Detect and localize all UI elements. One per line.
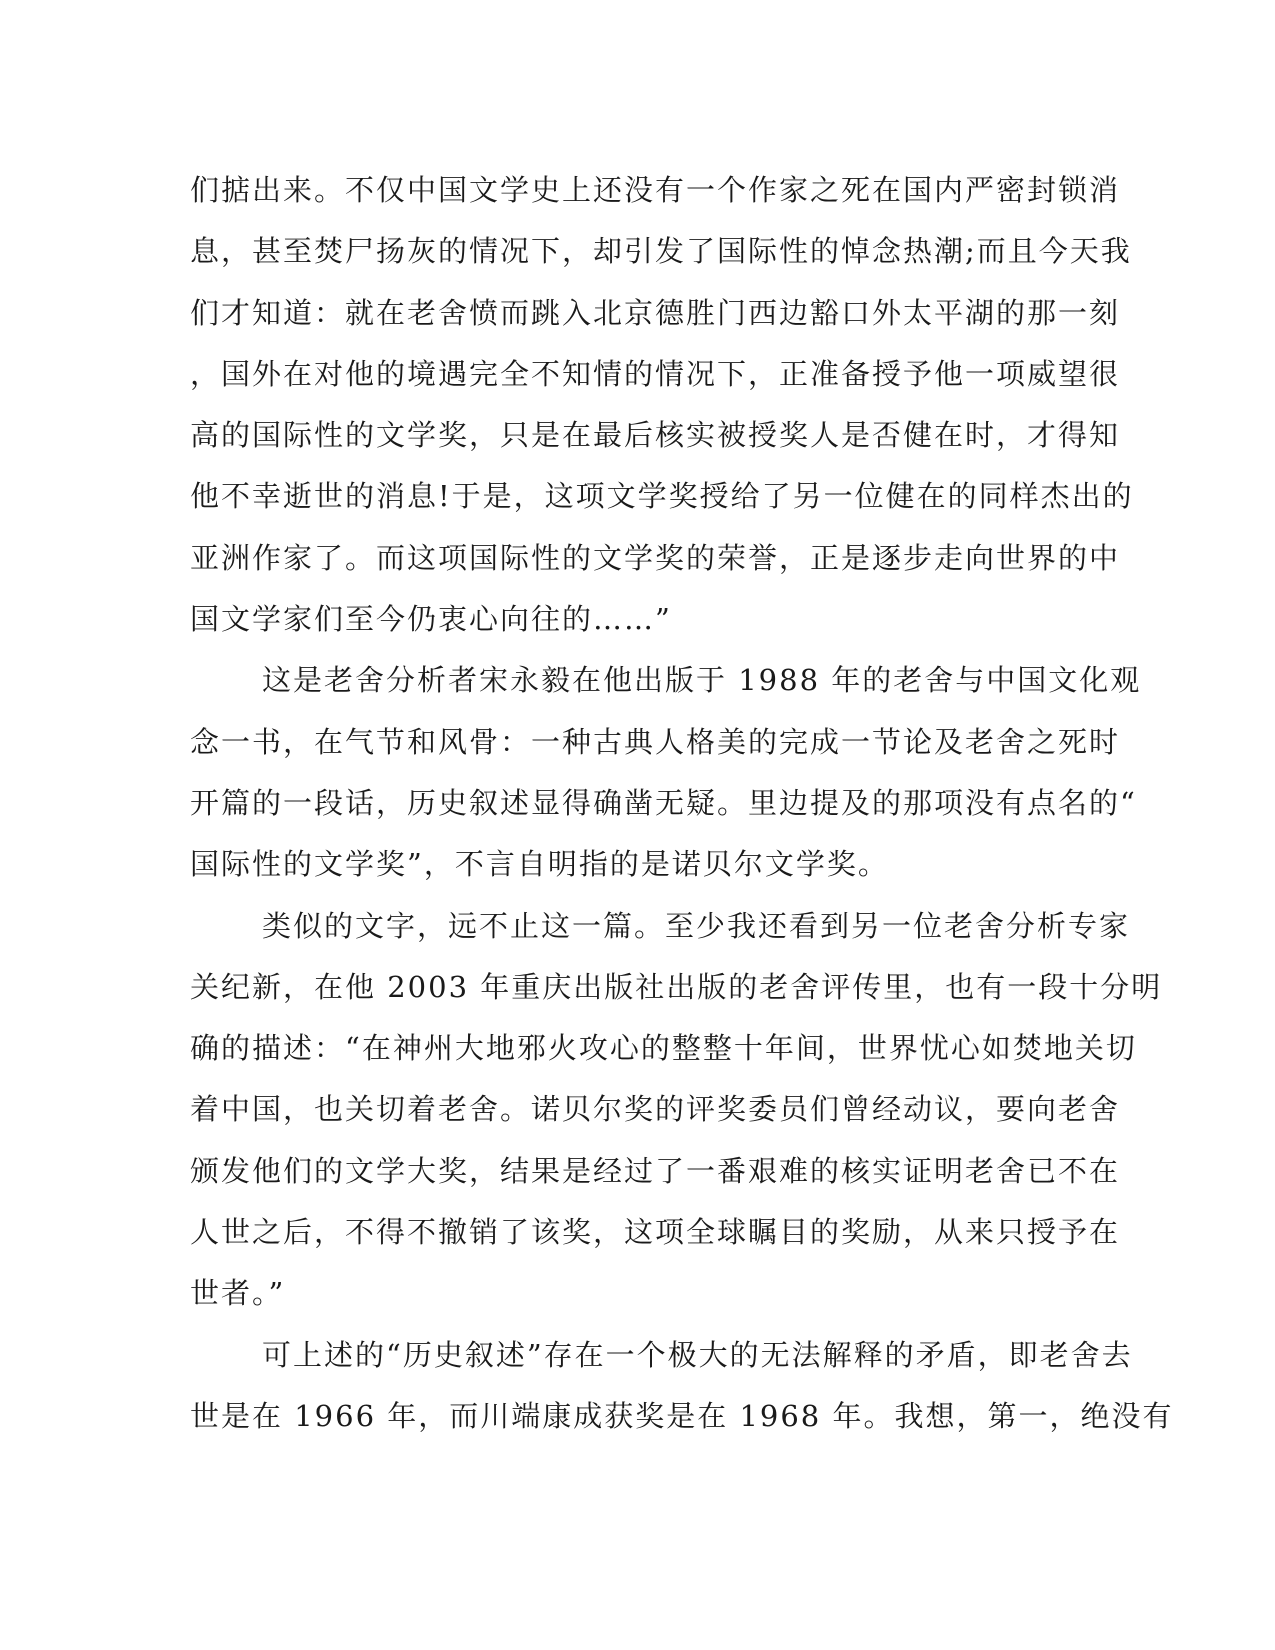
text-line: 类似的文字，远不止这一篇。至少我还看到另一位老舍分析专家 [262, 908, 1131, 943]
text-line: 息，甚至焚尸扬灰的情况下，却引发了国际性的悼念热潮;而且今天我 [190, 234, 1132, 269]
text-line: 国际性的文学奖”，不言自明指的是诺贝尔文学奖。 [190, 847, 889, 882]
text-line: 国文学家们至今仍衷心向往的……” [190, 602, 672, 637]
text-line: 开篇的一段话，历史叙述显得确凿无疑。里边提及的那项没有点名的“ [190, 785, 1137, 820]
document-body [190, 160, 1174, 1447]
text-line: 们才知道：就在老舍愤而跳入北京德胜门西边豁口外太平湖的那一刻 [190, 295, 1121, 330]
text-line: 关纪新，在他 2003 年重庆出版社出版的老舍评传里，也有一段十分明 [190, 969, 1163, 1004]
text-line: 高的国际性的文学奖，只是在最后核实被授奖人是否健在时，才得知 [190, 418, 1121, 453]
text-line: 们掂出来。不仅中国文学史上还没有一个作家之死在国内严密封锁消 [190, 173, 1121, 207]
text-line: 着中国，也关切着老舍。诺贝尔奖的评奖委员们曾经动议，要向老舍 [190, 1092, 1121, 1127]
text-line: 可上述的“历史叙述”存在一个极大的无法解释的矛盾，即老舍去 [262, 1337, 1133, 1372]
paragraph-2 [190, 650, 1142, 895]
text-line: 念一书，在气节和风骨：一种古典人格美的完成一节论及老舍之死时 [190, 724, 1121, 759]
text-line: 确的描述：“在神州大地邪火攻心的整整十年间，世界忧心如焚地关切 [190, 1031, 1137, 1066]
text-line: ，国外在对他的境遇完全不知情的情况下，正准备授予他一项威望很 [190, 356, 1121, 391]
text-line: 颁发他们的文学大奖，结果是经过了一番艰难的核实证明老舍已不在 [190, 1153, 1121, 1188]
text-line: 世者。” [190, 1276, 286, 1311]
text-line: 他不幸逝世的消息!于是，这项文学奖授给了另一位健在的同样杰出的 [190, 479, 1134, 514]
text-line: 亚洲作家了。而这项国际性的文学奖的荣誉，正是逐步走向世界的中 [190, 540, 1121, 575]
text-line: 人世之后，不得不撤销了该奖，这项全球瞩目的奖励，从来只授予在 [190, 1215, 1121, 1250]
text-line: 这是老舍分析者宋永毅在他出版于 1988 年的老舍与中国文化观 [262, 663, 1142, 698]
paragraph-1 [190, 160, 1134, 650]
text-line: 世是在 1966 年，而川端康成获奖是在 1968 年。我想，第一，绝没有 [190, 1398, 1174, 1433]
paragraph-3 [190, 896, 1163, 1325]
paragraph-4 [190, 1325, 1174, 1448]
